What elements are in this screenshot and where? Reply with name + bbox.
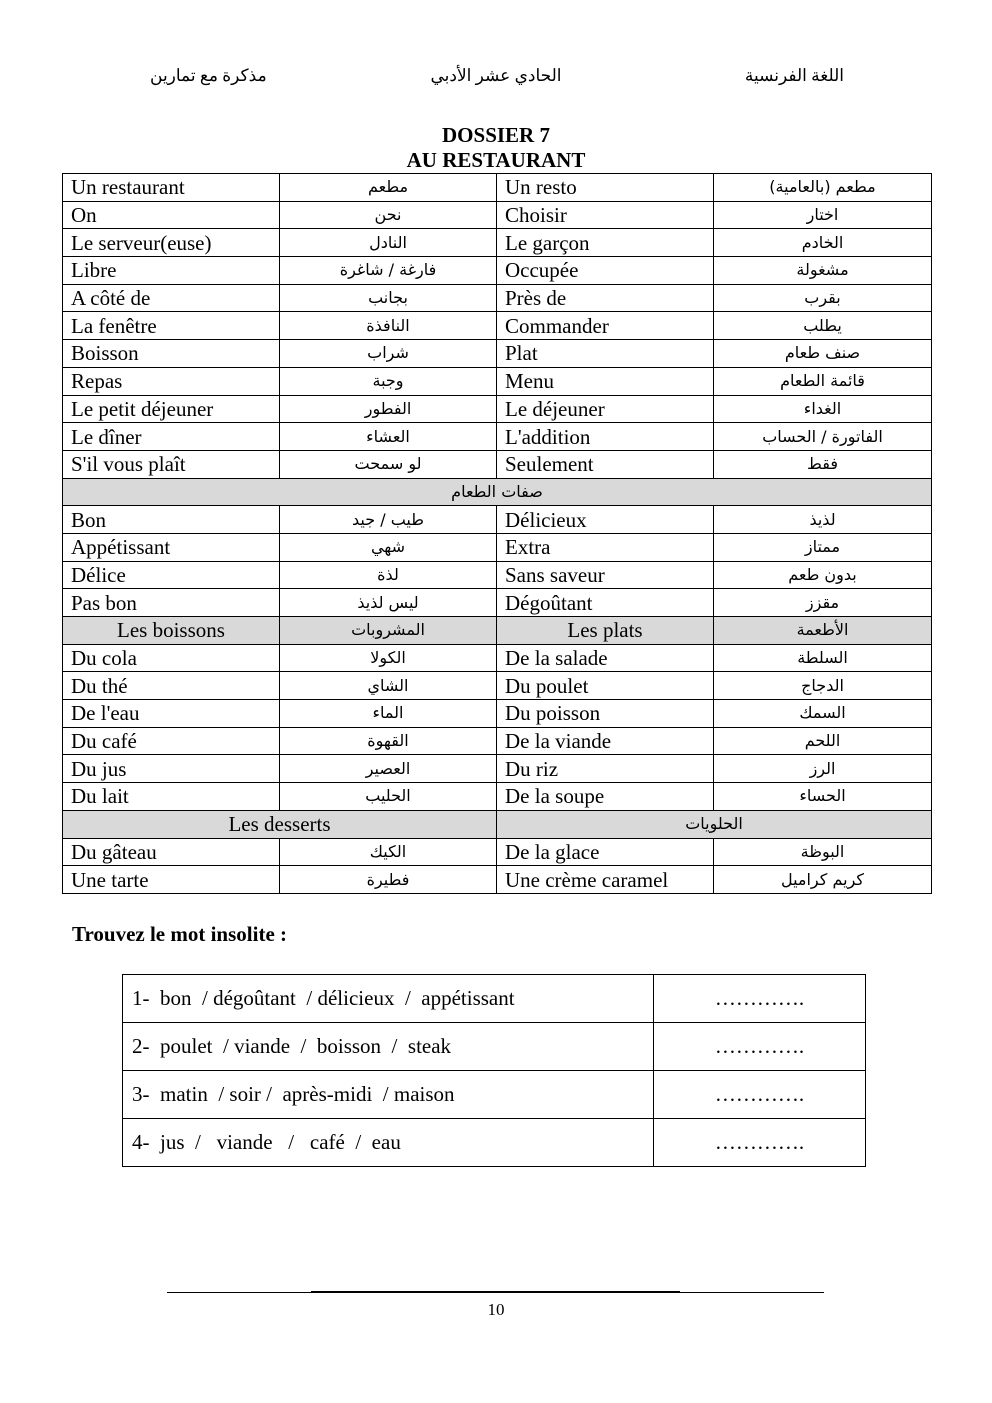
section-header-dishes-ar: الأطعمة	[714, 617, 932, 645]
vocab-row	[63, 340, 932, 368]
vocab-ar: فقط	[714, 450, 932, 478]
vocab-row	[63, 700, 932, 728]
vocab-ar: نحن	[280, 201, 497, 229]
vocab-ar: لذيذ	[714, 506, 932, 534]
vocab-ar: شراب	[280, 340, 497, 368]
vocab-ar: لو سمحت	[280, 450, 497, 478]
exercise-question: 4- jus / viande / café / eau	[123, 1119, 654, 1167]
vocab-ar: الحساء	[714, 783, 932, 811]
vocab-fr: De la soupe	[497, 783, 714, 811]
vocab-fr: Repas	[63, 367, 280, 395]
vocab-fr: Délice	[63, 561, 280, 589]
vocab-fr: Libre	[63, 257, 280, 285]
vocab-row	[63, 257, 932, 285]
vocab-ar: الكيك	[280, 838, 497, 866]
vocab-fr: Le déjeuner	[497, 395, 714, 423]
vocab-ar: ليس لذيذ	[280, 589, 497, 617]
vocab-row	[63, 395, 932, 423]
exercise-question: 3- matin / soir / après-midi / maison	[123, 1071, 654, 1119]
vocab-row	[63, 589, 932, 617]
answer-blank[interactable]: ………….	[654, 1023, 866, 1071]
header-subject: اللغة الفرنسية	[744, 66, 844, 85]
exercise-row	[123, 975, 866, 1023]
vocab-row	[63, 284, 932, 312]
vocab-ar: فطيرة	[280, 866, 497, 894]
vocab-ar: بدون طعم	[714, 561, 932, 589]
vocab-row	[63, 450, 932, 478]
header-notebook: مذكرة مع تمارين	[150, 66, 267, 85]
vocab-ar: النادل	[280, 229, 497, 257]
vocab-ar: شهي	[280, 533, 497, 561]
vocab-ar: السلطة	[714, 644, 932, 672]
vocab-fr: Le petit déjeuner	[63, 395, 280, 423]
vocab-ar: مشغولة	[714, 257, 932, 285]
vocab-fr: Du café	[63, 727, 280, 755]
exercise-question: 2- poulet / viande / boisson / steak	[123, 1023, 654, 1071]
vocab-fr: Une tarte	[63, 866, 280, 894]
vocab-ar: اللحم	[714, 727, 932, 755]
vocabulary-table	[62, 173, 932, 894]
vocab-row	[63, 312, 932, 340]
vocab-ar: العشاء	[280, 423, 497, 451]
vocab-fr: Du jus	[63, 755, 280, 783]
dossier-subtitle: AU RESTAURANT	[406, 148, 586, 172]
vocab-ar: الحليب	[280, 783, 497, 811]
vocab-ar: طيب / جيد	[280, 506, 497, 534]
vocab-fr: De l'eau	[63, 700, 280, 728]
answer-blank[interactable]: ………….	[654, 975, 866, 1023]
vocab-ar: مقزز	[714, 589, 932, 617]
vocab-fr: Le dîner	[63, 423, 280, 451]
exercise-title: Trouvez le mot insolite :	[72, 922, 288, 946]
vocab-fr: On	[63, 201, 280, 229]
vocab-row	[63, 423, 932, 451]
vocab-row	[63, 229, 932, 257]
vocab-fr: Un resto	[497, 174, 714, 202]
vocab-ar: الفطور	[280, 395, 497, 423]
vocab-row	[63, 367, 932, 395]
vocab-ar: قائمة الطعام	[714, 367, 932, 395]
vocab-row	[63, 174, 932, 202]
vocab-ar: بقرب	[714, 284, 932, 312]
vocab-ar: الفاتورة / الحساب	[714, 423, 932, 451]
answer-blank[interactable]: ………….	[654, 1119, 866, 1167]
vocab-fr: Du gâteau	[63, 838, 280, 866]
section-header-food-adjectives: صفات الطعام	[63, 478, 932, 506]
vocab-ar: مطعم (بالعامية)	[714, 174, 932, 202]
exercise-row	[123, 1119, 866, 1167]
section-header-desserts: Les desserts	[63, 810, 497, 838]
vocab-row	[63, 755, 932, 783]
vocab-fr: Bon	[63, 506, 280, 534]
answer-blank[interactable]: ………….	[654, 1071, 866, 1119]
page-number: 10	[487, 1300, 505, 1319]
section-header-row	[63, 617, 932, 645]
vocab-fr: La fenêtre	[63, 312, 280, 340]
vocab-row	[63, 644, 932, 672]
vocab-fr: Boisson	[63, 340, 280, 368]
odd-word-exercise-table	[122, 974, 866, 1167]
section-header-dishes: Les plats	[497, 617, 714, 645]
vocab-fr: S'il vous plaît	[63, 450, 280, 478]
exercise-row	[123, 1071, 866, 1119]
vocab-ar: العصير	[280, 755, 497, 783]
vocab-ar: وجبة	[280, 367, 497, 395]
vocab-fr: Plat	[497, 340, 714, 368]
vocab-ar: صنف طعام	[714, 340, 932, 368]
vocab-ar: ممتاز	[714, 533, 932, 561]
vocab-fr: Sans saveur	[497, 561, 714, 589]
vocab-fr: Le garçon	[497, 229, 714, 257]
vocab-fr: Du poisson	[497, 700, 714, 728]
vocab-ar: الخادم	[714, 229, 932, 257]
vocab-row	[63, 201, 932, 229]
vocab-fr: Pas bon	[63, 589, 280, 617]
vocab-ar: النافذة	[280, 312, 497, 340]
vocab-fr: Occupée	[497, 257, 714, 285]
section-header-drinks-ar: المشروبات	[280, 617, 497, 645]
header-grade: الحادي عشر الأدبي	[430, 66, 562, 85]
vocab-row	[63, 866, 932, 894]
vocab-fr: Dégoûtant	[497, 589, 714, 617]
vocab-fr: A côté de	[63, 284, 280, 312]
section-header-desserts-ar: الحلويات	[497, 810, 932, 838]
vocab-fr: L'addition	[497, 423, 714, 451]
vocab-fr: Du poulet	[497, 672, 714, 700]
vocab-row	[63, 506, 932, 534]
exercise-question: 1- bon / dégoûtant / délicieux / appétissant	[123, 975, 654, 1023]
vocab-fr: De la glace	[497, 838, 714, 866]
vocab-ar: فارغة / شاغرة	[280, 257, 497, 285]
vocab-ar: الشاي	[280, 672, 497, 700]
vocab-ar: الغداء	[714, 395, 932, 423]
section-header-drinks: Les boissons	[63, 617, 280, 645]
vocab-row	[63, 672, 932, 700]
vocab-ar: الدجاج	[714, 672, 932, 700]
vocab-fr: Du thé	[63, 672, 280, 700]
vocab-fr: Appétissant	[63, 533, 280, 561]
vocab-fr: De la viande	[497, 727, 714, 755]
vocab-row	[63, 783, 932, 811]
section-header-row	[63, 478, 932, 506]
vocab-ar: السمك	[714, 700, 932, 728]
vocab-fr: Seulement	[497, 450, 714, 478]
footer-rule-bold	[311, 1291, 680, 1293]
vocab-ar: لذة	[280, 561, 497, 589]
vocab-ar: اختار	[714, 201, 932, 229]
vocab-fr: Un restaurant	[63, 174, 280, 202]
vocab-ar: الماء	[280, 700, 497, 728]
vocab-fr: De la salade	[497, 644, 714, 672]
vocab-ar: البوظة	[714, 838, 932, 866]
vocab-ar: يطلب	[714, 312, 932, 340]
vocab-fr: Près de	[497, 284, 714, 312]
section-header-row	[63, 810, 932, 838]
vocab-ar: الرز	[714, 755, 932, 783]
dossier-title: DOSSIER 7	[442, 123, 550, 147]
vocab-ar: بجانب	[280, 284, 497, 312]
vocab-fr: Menu	[497, 367, 714, 395]
vocab-row	[63, 561, 932, 589]
vocab-ar: القهوة	[280, 727, 497, 755]
vocab-fr: Une crème caramel	[497, 866, 714, 894]
vocab-fr: Extra	[497, 533, 714, 561]
vocab-row	[63, 838, 932, 866]
vocab-ar: كريم كراميل	[714, 866, 932, 894]
vocab-ar: الكولا	[280, 644, 497, 672]
vocab-fr: Délicieux	[497, 506, 714, 534]
vocab-fr: Du lait	[63, 783, 280, 811]
vocab-row	[63, 533, 932, 561]
vocab-ar: مطعم	[280, 174, 497, 202]
vocab-fr: Le serveur(euse)	[63, 229, 280, 257]
vocab-row	[63, 727, 932, 755]
vocab-fr: Choisir	[497, 201, 714, 229]
vocab-fr: Du cola	[63, 644, 280, 672]
vocab-fr: Commander	[497, 312, 714, 340]
exercise-row	[123, 1023, 866, 1071]
vocab-fr: Du riz	[497, 755, 714, 783]
